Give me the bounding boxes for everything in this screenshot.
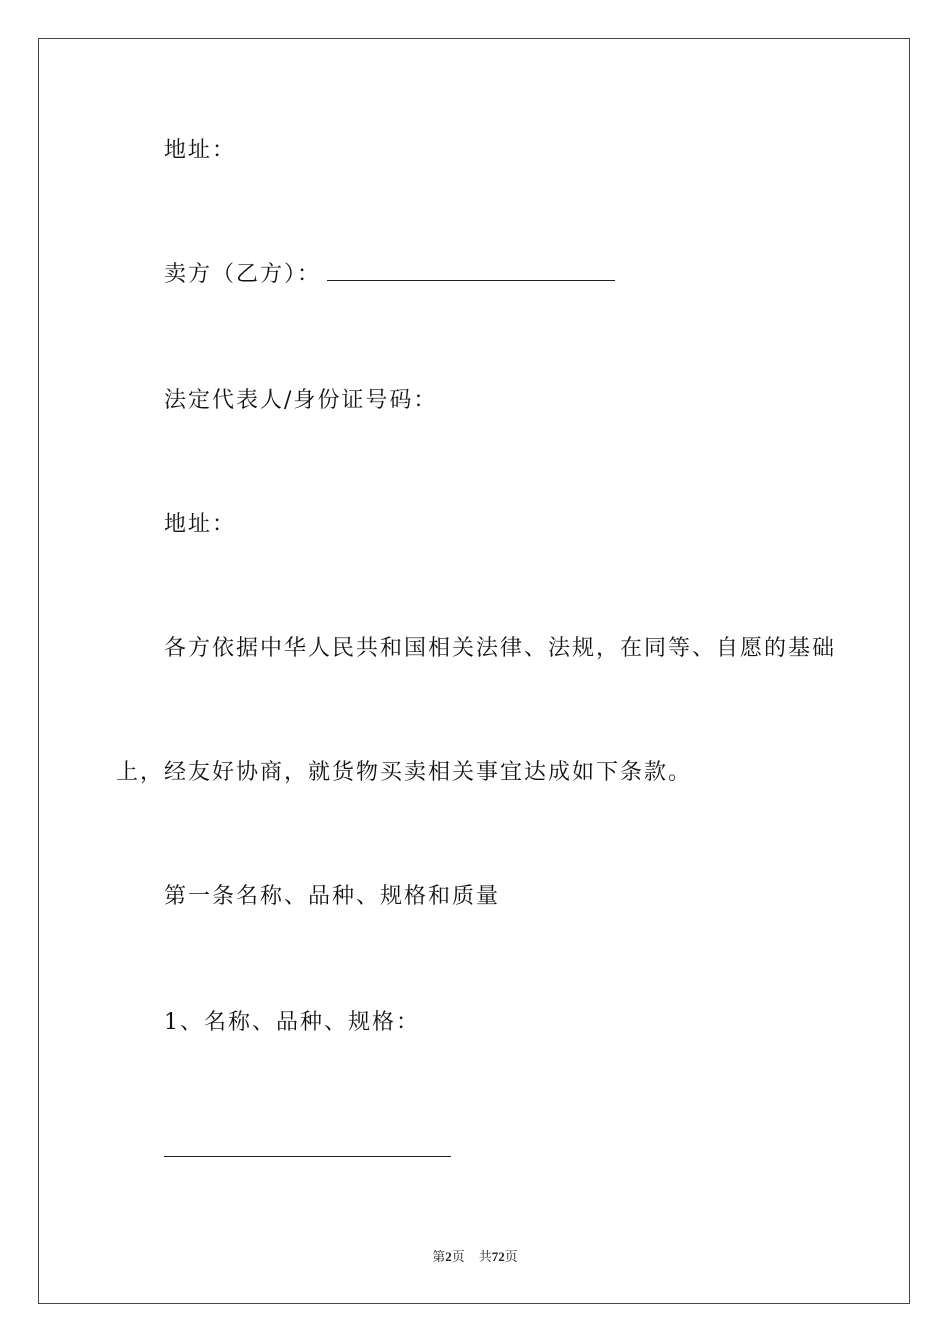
article-1-heading: 第一条名称、品种、规格和质量 (164, 884, 501, 909)
page-prefix: 第 (432, 1249, 446, 1264)
item-1-blank-field[interactable] (164, 1156, 451, 1157)
page-suffix: 页 (451, 1249, 465, 1264)
preamble-line-1: 各方依据中华人民共和国相关法律、法规，在同等、自愿的基础 (164, 636, 837, 661)
total-pages: 72 (491, 1249, 505, 1264)
seller-label: 卖方（乙方）： (164, 262, 322, 287)
total-suffix: 页 (504, 1249, 518, 1264)
page-footer (0, 1248, 950, 1266)
preamble-line-2: 上，经友好协商，就货物买卖相关事宜达成如下条款。 (116, 760, 693, 785)
page-border (38, 38, 910, 1304)
item-1-label: 1、名称、品种、规格： (164, 1010, 420, 1035)
seller-line (164, 262, 615, 288)
seller-blank-field[interactable] (327, 262, 615, 281)
total-prefix: 共 (478, 1249, 492, 1264)
address-label-buyer: 地址： (164, 138, 237, 163)
page-number: 2 (445, 1249, 452, 1264)
address-label-seller: 地址： (164, 512, 237, 537)
legal-representative-label: 法定代表人/身份证号码： (164, 388, 438, 413)
